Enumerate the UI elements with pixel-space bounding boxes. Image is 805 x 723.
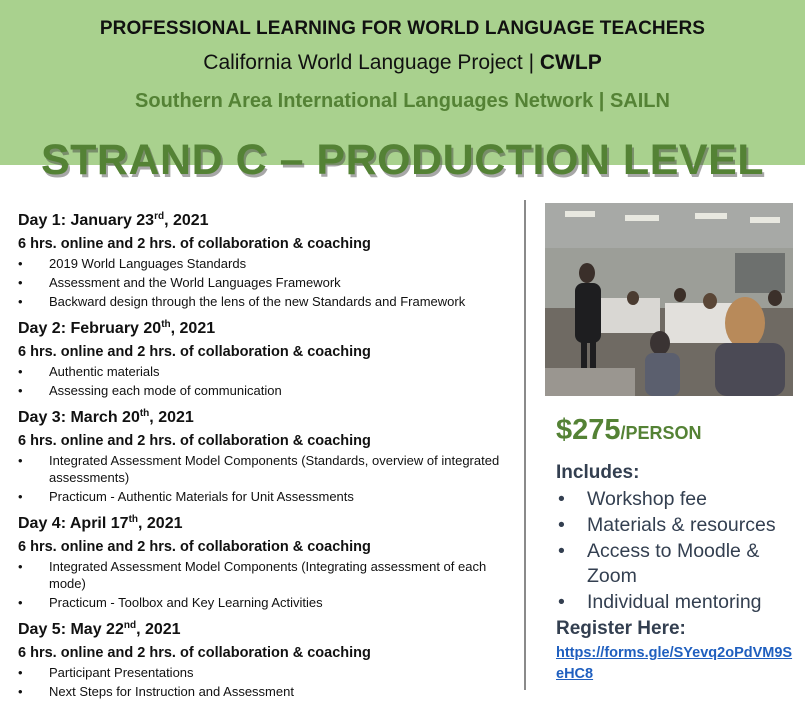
topic-item: • Next Steps for Instruction and Assessment [18, 683, 523, 700]
include-item: • Workshop fee [556, 487, 801, 512]
topic-item: • Authentic materials [18, 363, 523, 380]
include-item: • Individual mentoring [556, 590, 801, 615]
day-hours: 6 hrs. online and 2 hrs. of collaboration & coaching [18, 645, 371, 661]
topic-item: • Practicum - Toolbox and Key Learning Activities [18, 594, 523, 611]
header-title: PROFESSIONAL LEARNING FOR WORLD LANGUAGE TEACHERS [99, 18, 706, 39]
day-topics [18, 255, 523, 310]
day-title [18, 204, 523, 229]
day-hours: 6 hrs. online and 2 hrs. of collaboration & coaching [18, 433, 371, 449]
column-divider [524, 200, 526, 690]
day-topics [18, 664, 523, 700]
day-title-year: , 2021 [138, 515, 183, 532]
day-title-prefix: Day 4: April 17 [18, 515, 129, 532]
header-network: Southern Area International Languages Network | SAILN [135, 90, 670, 112]
day-block [18, 204, 523, 310]
project-separator: | [522, 51, 540, 74]
topic-item: • Backward design through the lens of the new Standards and Framework [18, 293, 523, 310]
topic-item: • Participant Presentations [18, 664, 523, 681]
register-link[interactable]: https://forms.gle/SYevq2oPdVM9SeHC8 [556, 645, 793, 682]
day-title [18, 613, 523, 638]
day-block [18, 401, 523, 505]
day-title-ordinal: th [139, 408, 150, 419]
workshop-photo [545, 203, 793, 396]
day-topics [18, 558, 523, 611]
day-title-prefix: Day 1: January 23 [18, 212, 155, 229]
includes-label: Includes: [556, 462, 640, 483]
day-hours: 6 hrs. online and 2 hrs. of collaboration & coaching [18, 236, 371, 252]
day-title [18, 312, 523, 337]
price [556, 414, 702, 447]
day-block [18, 312, 523, 399]
day-title-prefix: Day 3: March 20 [18, 409, 140, 426]
day-title-ordinal: rd [154, 211, 165, 222]
day-block [18, 507, 523, 611]
day-topics [18, 363, 523, 399]
topic-item: • Practicum - Authentic Materials for Unit Assessments [18, 488, 523, 505]
topic-item: • Integrated Assessment Model Components (Integrating assessment of each mode) [18, 558, 523, 592]
schedule-list [18, 204, 523, 702]
include-item: • Access to Moodle & Zoom [556, 539, 801, 589]
day-hours: 6 hrs. online and 2 hrs. of collaboration & coaching [18, 344, 371, 360]
day-title [18, 507, 523, 532]
day-title-year: , 2021 [149, 409, 194, 426]
topic-item: • 2019 World Languages Standards [18, 255, 523, 272]
header-banner [0, 0, 805, 184]
workshop-photo-illustration [545, 203, 793, 396]
day-hours: 6 hrs. online and 2 hrs. of collaboration & coaching [18, 539, 371, 555]
includes-list [556, 487, 801, 616]
price-unit: /PERSON [620, 423, 702, 443]
day-title-ordinal: th [161, 319, 171, 330]
day-title-ordinal: th [128, 514, 139, 525]
topic-item: • Assessing each mode of communication [18, 382, 523, 399]
day-title-year: , 2021 [136, 621, 181, 638]
strand-title: STRAND C – PRODUCTION LEVEL [40, 136, 765, 184]
day-title-ordinal: nd [123, 620, 137, 631]
topic-item: • Integrated Assessment Model Components (Standards, overview of integrated assessments) [18, 452, 523, 486]
day-title-year: , 2021 [170, 320, 216, 337]
include-item: • Materials & resources [556, 513, 801, 538]
price-amount: $275 [556, 414, 621, 446]
day-title-prefix: Day 5: May 22 [18, 621, 124, 638]
project-name: California World Language Project [203, 51, 523, 74]
topic-item: • Assessment and the World Languages Framework [18, 274, 523, 291]
day-topics [18, 452, 523, 505]
project-abbr: CWLP [539, 51, 602, 74]
day-block [18, 613, 523, 700]
day-title [18, 401, 523, 426]
day-title-prefix: Day 2: February 20 [18, 320, 162, 337]
register-label: Register Here: [556, 618, 686, 639]
header-project [0, 51, 805, 75]
day-title-year: , 2021 [164, 212, 209, 229]
